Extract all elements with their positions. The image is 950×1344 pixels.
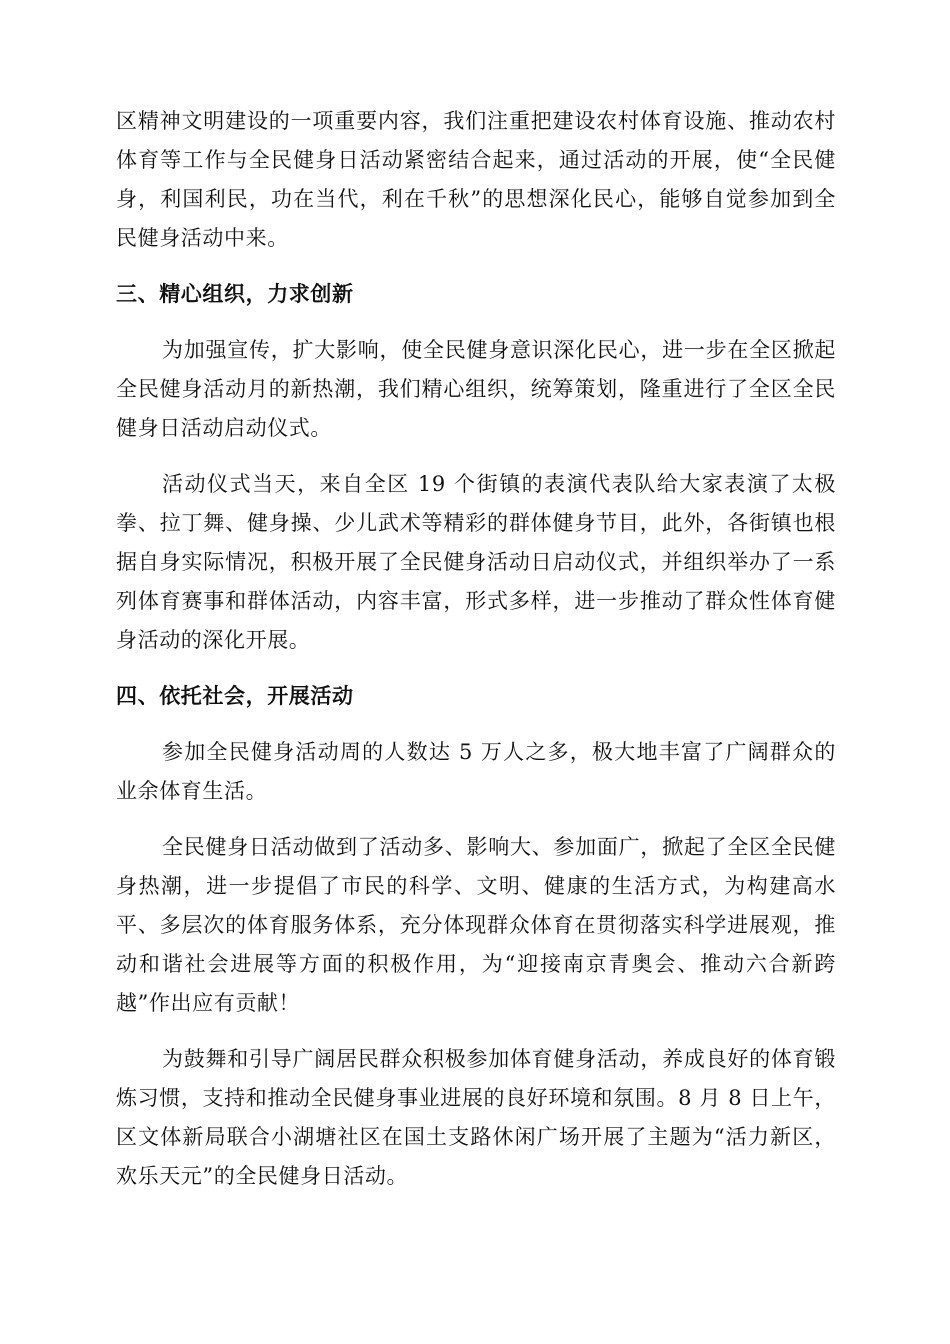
paragraph-event: 为鼓舞和引导广阔居民群众积极参加体育健身活动，养成良好的体育锻炼习惯，支持和推动全民健身事业进展的良好环境和氛围。8 月 8 日上午，区文体新局联合小湖塘社区在国土支路休闲广场开展了主题为“活力新区，欢乐天元”的全民健身日活动。 (116, 1047, 836, 1188)
paragraph-participants: 参加全民健身活动周的人数达 5 万人之多，极大地丰富了广阔群众的业余体育生活。 (116, 740, 836, 803)
section-heading-4: 四、依托社会，开展活动 (116, 684, 354, 708)
paragraph-continuation: 区精神文明建设的一项重要内容，我们注重把建设农村体育设施、推动农村体育等工作与全民健身日活动紧密结合起来，通过活动的开展，使“全民健身，利国利民，功在当代，利在千秋”的思想深化民心，能够自觉参加到全民健身活动中来。 (116, 109, 836, 250)
paragraph-organize: 为加强宣传，扩大影响，使全民健身意识深化民心，进一步在全区掀起全民健身活动月的新热潮，我们精心组织，统筹策划，隆重进行了全区全民健身日活动启动仪式。 (116, 338, 836, 440)
paragraph-ceremony: 活动仪式当天，来自全区 19 个街镇的表演代表队给大家表演了太极拳、拉丁舞、健身操、少儿武术等精彩的群体健身节目，此外，各街镇也根据自身实际情况，积极开展了全民健身活动日启动仪式，并组织举办了一系列体育赛事和群体活动，内容丰富，形式多样，进一步推动了群众性体育健身活动的深化开展。 (116, 472, 836, 652)
paragraph-impact: 全民健身日活动做到了活动多、影响大、参加面广，掀起了全区全民健身热潮，进一步提倡了市民的科学、文明、健康的生活方式，为构建高水平、多层次的体育服务体系，充分体现群众体育在贯彻落实科学进展观，推动和谐社会进展等方面的积极作用，为“迎接南京青奥会、推动六合新跨越”作出应有贡献！ (116, 835, 836, 1015)
section-heading-3: 三、精心组织，力求创新 (116, 282, 354, 306)
document-page (116, 102, 836, 1196)
